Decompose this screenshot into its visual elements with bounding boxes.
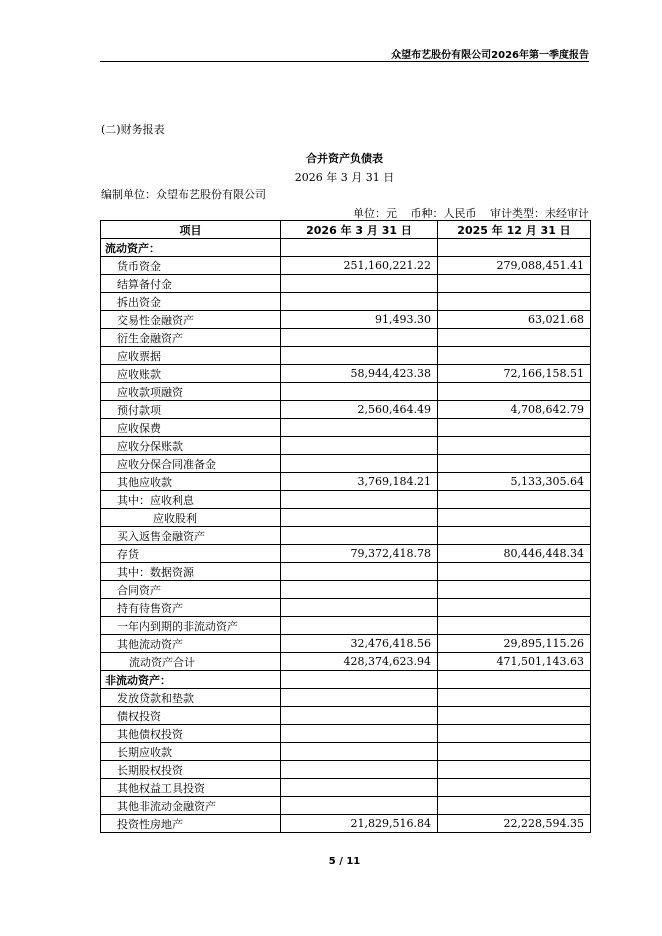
value-current-period: 3,769,184.21 — [281, 473, 438, 491]
table-row — [101, 275, 591, 293]
value-current-period: 428,374,623.94 — [281, 653, 438, 671]
table-row — [101, 545, 591, 563]
value-current-period: 58,944,423.38 — [281, 365, 438, 383]
value-current-period — [281, 527, 438, 545]
table-row — [101, 509, 591, 527]
value-prior-period — [438, 491, 591, 509]
value-current-period — [281, 761, 438, 779]
value-current-period — [281, 419, 438, 437]
value-prior-period: 279,088,451.41 — [438, 257, 591, 275]
table-row — [101, 743, 591, 761]
section-label: 非流动资产： — [101, 671, 281, 689]
value-current-period — [281, 347, 438, 365]
value-prior-period — [438, 275, 591, 293]
value-current-period — [281, 581, 438, 599]
table-row — [101, 707, 591, 725]
row-label: 应收分保账款 — [101, 437, 281, 455]
value-prior-period: 80,446,448.34 — [438, 545, 591, 563]
column-header-item: 项目 — [101, 221, 281, 239]
value-prior-period — [438, 563, 591, 581]
value-current-period — [281, 275, 438, 293]
table-row — [101, 815, 591, 833]
table-row — [101, 257, 591, 275]
unit-label: 单位：元 — [353, 207, 397, 220]
table-row — [101, 419, 591, 437]
row-label: 一年内到期的非流动资产 — [101, 617, 281, 635]
row-label: 其他非流动金融资产 — [101, 797, 281, 815]
row-label: 其他权益工具投资 — [101, 779, 281, 797]
value-current-period — [281, 671, 438, 689]
table-row — [101, 455, 591, 473]
row-label: 拆出资金 — [101, 293, 281, 311]
value-current-period: 32,476,418.56 — [281, 635, 438, 653]
value-current-period — [281, 779, 438, 797]
table-row — [101, 347, 591, 365]
table-row — [101, 563, 591, 581]
table-row — [101, 689, 591, 707]
row-label: 其中：应收利息 — [101, 491, 281, 509]
table-row — [101, 329, 591, 347]
row-label: 货币资金 — [101, 257, 281, 275]
value-prior-period — [438, 671, 591, 689]
value-current-period — [281, 509, 438, 527]
row-label: 其中：数据资源 — [101, 563, 281, 581]
table-row — [101, 581, 591, 599]
value-prior-period — [438, 779, 591, 797]
row-label: 交易性金融资产 — [101, 311, 281, 329]
row-label: 长期应收款 — [101, 743, 281, 761]
value-current-period — [281, 743, 438, 761]
audit-type-label: 审计类型：未经审计 — [490, 207, 589, 220]
table-row — [101, 401, 591, 419]
value-current-period — [281, 599, 438, 617]
table-header-row — [101, 221, 591, 239]
row-label: 流动资产合计 — [101, 653, 281, 671]
table-row — [101, 293, 591, 311]
value-prior-period — [438, 617, 591, 635]
row-label: 持有待售资产 — [101, 599, 281, 617]
value-current-period — [281, 563, 438, 581]
value-prior-period — [438, 707, 591, 725]
row-label: 其他应收款 — [101, 473, 281, 491]
table-row — [101, 797, 591, 815]
value-prior-period — [438, 239, 591, 257]
value-prior-period — [438, 419, 591, 437]
report-title: 合并资产负债表 — [306, 152, 383, 165]
balance-sheet-table — [100, 220, 591, 833]
column-header-prior: 2025 年 12 月 31 日 — [438, 221, 591, 239]
row-label: 投资性房地产 — [101, 815, 281, 833]
row-label: 衍生金融资产 — [101, 329, 281, 347]
row-label: 其他债权投资 — [101, 725, 281, 743]
value-current-period: 91,493.30 — [281, 311, 438, 329]
row-label: 合同资产 — [101, 581, 281, 599]
section-label: 流动资产： — [101, 239, 281, 257]
row-label: 应收款项融资 — [101, 383, 281, 401]
table-row — [101, 725, 591, 743]
value-prior-period: 5,133,305.64 — [438, 473, 591, 491]
value-prior-period — [438, 455, 591, 473]
row-label: 其他流动资产 — [101, 635, 281, 653]
value-prior-period — [438, 599, 591, 617]
value-current-period — [281, 491, 438, 509]
row-label: 应收股利 — [101, 509, 281, 527]
value-current-period — [281, 455, 438, 473]
value-prior-period — [438, 797, 591, 815]
value-current-period: 2,560,464.49 — [281, 401, 438, 419]
value-current-period: 21,829,516.84 — [281, 815, 438, 833]
table-row — [101, 761, 591, 779]
table-row — [101, 617, 591, 635]
value-current-period — [281, 383, 438, 401]
value-prior-period — [438, 689, 591, 707]
value-prior-period: 22,228,594.35 — [438, 815, 591, 833]
value-prior-period — [438, 437, 591, 455]
value-prior-period: 471,501,143.63 — [438, 653, 591, 671]
row-label: 买入返售金融资产 — [101, 527, 281, 545]
table-row — [101, 473, 591, 491]
row-label: 预付款项 — [101, 401, 281, 419]
row-label: 应收保费 — [101, 419, 281, 437]
value-current-period: 251,160,221.22 — [281, 257, 438, 275]
value-prior-period — [438, 743, 591, 761]
value-prior-period — [438, 329, 591, 347]
value-current-period — [281, 329, 438, 347]
unit-line — [100, 205, 589, 221]
table-row — [101, 383, 591, 401]
page-header-title: 众望布艺股份有限公司2026年第一季度报告 — [391, 50, 589, 61]
value-prior-period — [438, 527, 591, 545]
value-prior-period — [438, 761, 591, 779]
value-prior-period: 63,021.68 — [438, 311, 591, 329]
value-prior-period — [438, 581, 591, 599]
row-label: 发放贷款和垫款 — [101, 689, 281, 707]
table-row — [101, 311, 591, 329]
value-current-period — [281, 293, 438, 311]
table-row — [101, 671, 591, 689]
value-prior-period — [438, 725, 591, 743]
report-date: 2026 年 3 月 31 日 — [294, 171, 395, 184]
value-prior-period: 29,895,115.26 — [438, 635, 591, 653]
value-prior-period: 4,708,642.79 — [438, 401, 591, 419]
value-current-period — [281, 689, 438, 707]
header-divider — [100, 61, 589, 62]
table-row — [101, 599, 591, 617]
table-row — [101, 239, 591, 257]
value-prior-period: 72,166,158.51 — [438, 365, 591, 383]
table-body — [101, 239, 591, 833]
value-prior-period — [438, 293, 591, 311]
table-row — [101, 437, 591, 455]
value-prior-period — [438, 383, 591, 401]
table-row — [101, 491, 591, 509]
table-row — [101, 527, 591, 545]
table-row — [101, 653, 591, 671]
row-label: 应收分保合同准备金 — [101, 455, 281, 473]
row-label: 存货 — [101, 545, 281, 563]
table-row — [101, 635, 591, 653]
company-name: 编制单位：众望布艺股份有限公司 — [101, 188, 266, 201]
page-number: 5 / 11 — [328, 856, 361, 867]
value-current-period — [281, 617, 438, 635]
value-current-period: 79,372,418.78 — [281, 545, 438, 563]
column-header-current: 2026 年 3 月 31 日 — [281, 221, 438, 239]
row-label: 债权投资 — [101, 707, 281, 725]
value-current-period — [281, 437, 438, 455]
value-prior-period — [438, 347, 591, 365]
value-current-period — [281, 239, 438, 257]
value-prior-period — [438, 509, 591, 527]
value-current-period — [281, 725, 438, 743]
row-label: 应收账款 — [101, 365, 281, 383]
currency-label: 币种：人民币 — [410, 207, 477, 220]
row-label: 长期股权投资 — [101, 761, 281, 779]
row-label: 结算备付金 — [101, 275, 281, 293]
value-current-period — [281, 797, 438, 815]
row-label: 应收票据 — [101, 347, 281, 365]
table-row — [101, 779, 591, 797]
section-title: (二)财务报表 — [101, 123, 165, 136]
value-current-period — [281, 707, 438, 725]
table-row — [101, 365, 591, 383]
